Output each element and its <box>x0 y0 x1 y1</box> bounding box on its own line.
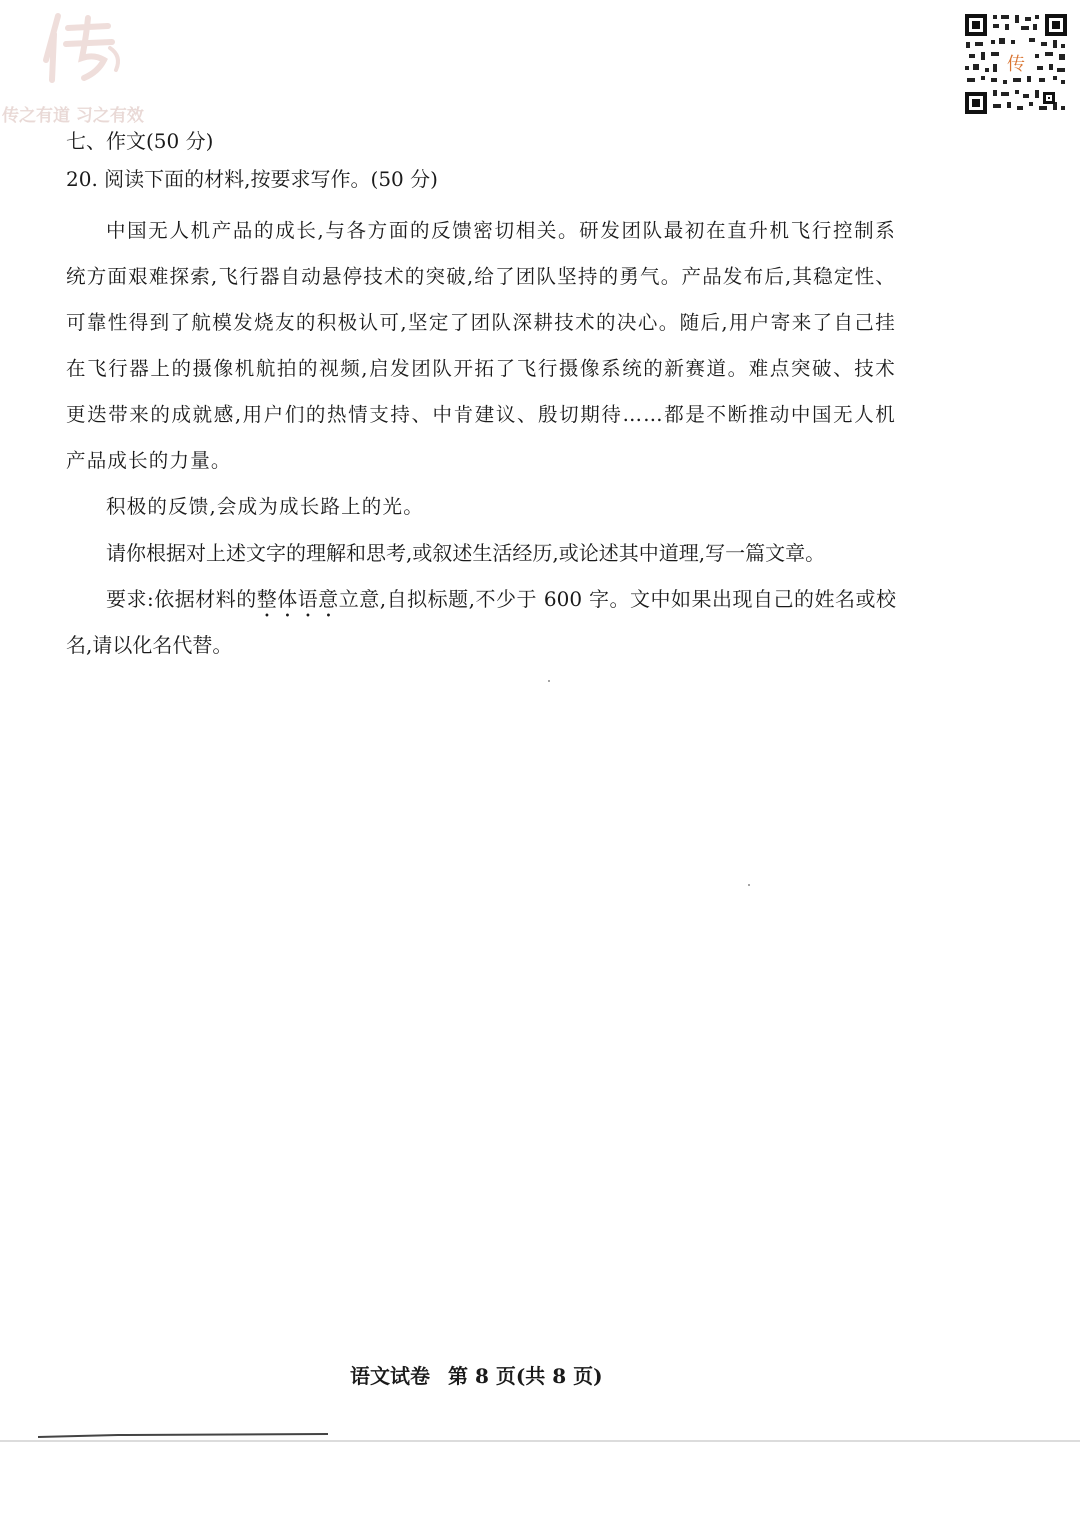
qr-center-glyph: 传 <box>1007 54 1025 75</box>
scan-speck <box>548 680 550 682</box>
page-edge-divider <box>0 1440 1080 1442</box>
watermark-glyph-icon <box>38 8 128 88</box>
material-statement: 积极的反馈,会成为成长路上的光。 <box>106 495 424 518</box>
writing-requirements <box>66 576 896 668</box>
requirements-emphasis: 整体语意 <box>256 587 339 611</box>
requirements-prefix: 要求:依据材料的 <box>106 587 257 611</box>
question-prompt: 20. 阅读下面的材料,按要求写作。(50 分) <box>66 167 438 191</box>
material-paragraph: 中国无人机产品的成长,与各方面的反馈密切相关。研发团队最初在直升机飞行控制系统方面艰难探索,飞行器自动悬停技术的突破,给了团队坚持的勇气。产品发布后,其稳定性、可靠性得到了航模发烧友的积极认可,坚定了团队深耕技术的决心。随后,用户寄来了自己挂在飞行器上的摄像机航拍的视频,启发团队开拓了飞行摄像系统的新赛道。难点突破、技术更迭带来的成就感,用户们的热情支持、中肯建议、殷切期待……都是不断推动中国无人机产品成长的力量。 <box>66 219 896 472</box>
watermark-logo <box>0 0 180 125</box>
scan-speck <box>748 884 750 886</box>
writing-task: 请你根据对上述文字的理解和思考,或叙述生活经历,或论述其中道理,写一篇文章。 <box>106 541 826 565</box>
footer-subject: 语文试卷 <box>350 1364 430 1388</box>
requirements-suffix: 立意,自拟标题,不少于 600 字。文中如果出现自己的姓名或校名,请以化名代替。 <box>66 587 896 657</box>
page-footer <box>350 1360 621 1389</box>
footer-page-number: 第 8 页(共 8 页) <box>448 1364 603 1388</box>
scan-edge-line <box>38 1432 328 1438</box>
exam-content <box>66 122 896 668</box>
qr-code-icon <box>963 12 1069 116</box>
section-title: 七、作文(50 分) <box>66 129 214 153</box>
watermark-slogan: 传之有道 习之有效 <box>2 106 144 126</box>
